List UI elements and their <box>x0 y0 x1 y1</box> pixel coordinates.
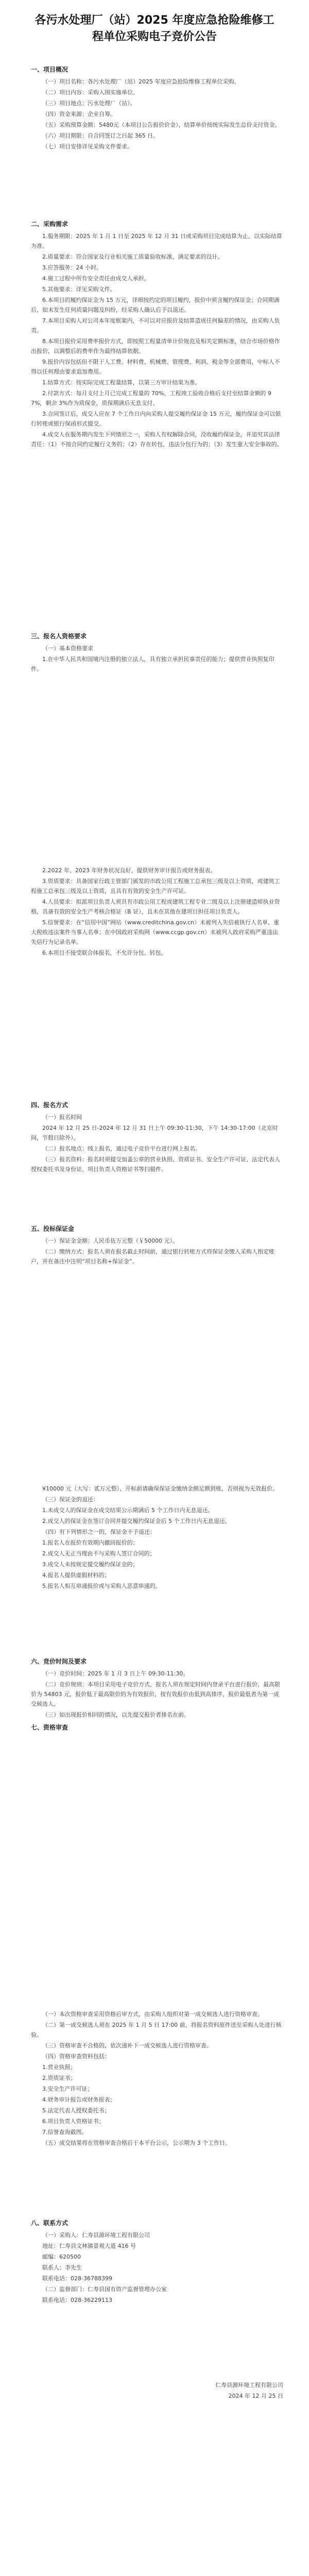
paragraph: 6.本项目不接受联合体报名，不允许分包、转包。 <box>42 950 167 956</box>
paragraph: （二）监督部门：仁寿县国有资产监督管理办公室 <box>42 2286 167 2293</box>
section-project-overview <box>31 62 283 152</box>
paragraph: 5.信誉要求：在“信用中国”网站（www.creditchina.gov.cn）未被列入失信被执行人名单、重大税收违法案件当事人名单；在中国政府采购网（www.ccgp.gov.cn）未被列入政府采购严重违法失信行为记录名单。 <box>31 919 279 945</box>
paragraph: （二）项目内容：采购入围实施单位。 <box>42 89 139 96</box>
paragraph: 7.本项目采购人对公司本年度框架内，不可以对应报价及结算造成任何偏差的情况，由采购人负责。 <box>31 317 280 334</box>
page-title: 各污水处理厂（站）2025 年度应急抢险维修工程单位采购电子竞价公告 <box>35 14 274 43</box>
paragraph: （二）第一成交候选人须在 2025 年 1 月 5 日 17:00 前，将报名资料原件送至采购人处进行核验。 <box>31 2022 282 2038</box>
paragraph: 1.未成交人的保证金在成交结果公示期满后 5 个工作日内无息退还。 <box>42 1507 214 1514</box>
paragraph: 邮编：620500 <box>42 2253 81 2260</box>
section-heading: 八、联系方式 <box>31 2219 68 2227</box>
paragraph: （三）保证金的退还： <box>42 1496 99 1503</box>
paragraph: （五）采购预算金额：5480元（本项目公告报价价金），结算单价按统实际发生总价支付资金。 <box>42 122 281 128</box>
paragraph: 6.项目负责人资格证书； <box>42 2118 105 2125</box>
paragraph: （一）本次资格审查采用资格后审方式，由采购人组织对第一成交候选人进行资格审查。 <box>42 2011 263 2018</box>
paragraph: 9.报价内容包括但不限于人工费、材料费、机械费、管理费、利润、税金等全部费用，中标人不得以任何理由要求追加费用。 <box>31 359 280 375</box>
paragraph: （一）保证金金额：人民币伍万元整（￥50000 元）。 <box>42 1238 178 1244</box>
paragraph: 2.资质证书； <box>42 2075 76 2081</box>
paragraph: （三）报名资料：报名时须提交加盖公章的营业执照、资质证书、安全生产许可证、法定代表人授权委托书及身份证、项目负责人资格证书等扫描件。 <box>31 1156 280 1173</box>
paragraph: 4.财务审计报告或财务报表； <box>42 2096 116 2103</box>
paragraph: 2.付款方式：每月支付上月已完成工程量的 70%，工程竣工验收合格后支付至结算金额的 97%，剩余 3%作为质保金，质保期满后无息支付。 <box>31 390 271 406</box>
paragraph: 5.报名人相互串通报价或与采购人恶意串通的。 <box>42 1583 161 1589</box>
paragraph: （五）成交结果将在资格审查合格后于本平台公示，公示期为 3 个工作日。 <box>42 2140 231 2146</box>
section-requirements <box>31 216 283 450</box>
paragraph: 联系电话：028-36788399 <box>42 2275 112 2282</box>
paragraph: 5.法定代表人授权委托书； <box>42 2107 110 2114</box>
section-heading: 七、资格审查 <box>31 1724 68 1731</box>
section-heading: 二、采购需求 <box>31 221 68 228</box>
paragraph: 4.成交人在服务期内发生下列情形之一，采购人有权解除合同，没收履约保证金，并追究其法律责任：（1）不按合同约定履行义务的；（2）存在转包、违法分包行为的；（3）发生重大安全事故的。 <box>31 431 283 448</box>
section-heading: 三、报名人资格要求 <box>31 633 87 640</box>
paragraph: （一）竞价时间：2025 年 1 月 3 日上午 09:30-11:30。 <box>42 1670 189 1677</box>
paragraph: 5.其他要求：详见采购文件。 <box>42 286 116 293</box>
paragraph: 3.资质要求：具备国家行政主管部门颁发的市政公用工程施工总承包三级及以上资质，或建筑工程施工总承包三级及以上资质，且具有有效的安全生产许可证。 <box>31 878 280 894</box>
paragraph: （二）报名地点：线上报名，通过电子竞价平台进行网上报名。 <box>42 1145 201 1152</box>
paragraph: （二）竞价规则：本项目采用电子竞价方式，报名人须在规定时间内登录平台进行报价，最高限价为 54803 元，报价低于最高限价的为有效报价，按有效报价由低到高排序，报价最低者为第一成交候选人。 <box>31 1681 280 1707</box>
paragraph: 2.2022 年、2023 年财务状况良好，提供财务审计报告或财务报表。 <box>42 867 216 874</box>
paragraph: 3.安全生产许可证； <box>42 2086 93 2092</box>
section-qualification <box>31 629 283 675</box>
paragraph: （一）采购人：仁寿县源环境工程有限公司 <box>42 2232 150 2239</box>
paragraph: ¥10000 元（大写：贰万元整），开标前请确保保证金缴纳金额足额到账，否则视为无效报价。 <box>42 1485 278 1492</box>
section-bid-deposit <box>31 1221 283 1267</box>
paragraph: 2.成交人的保证金在签订合同并提交履约保证金后 5 个工作日内无息退还。 <box>42 1518 231 1524</box>
section-heading: 六、竞价时间及要求 <box>31 1658 87 1665</box>
paragraph: 1.报名人在报价有效期内撤回报价的； <box>42 1539 139 1546</box>
paragraph: 2024 年 12 月 25 日-2024 年 12 月 31 日上午 09:30-11:30，下午 14:30-17:00（北京时间，节假日除外）。 <box>31 1125 278 1141</box>
paragraph: 地址：仁寿县文林镇景观大道 416 号 <box>42 2243 136 2249</box>
signature-block <box>31 2380 283 2402</box>
paragraph: 1.结算方式：按实际完成工程量结算，以第三方审计结果为准。 <box>42 379 201 386</box>
paragraph: 4.人员要求：拟派项目负责人须具有市政公用工程或建筑工程专业二级及以上注册建造师执业资格，具备有效的安全生产考核合格证（B 证），且未在其他在建项目担任项目负责人。 <box>31 899 280 915</box>
paragraph: （三）项目地点：污水处理厂（站）。 <box>42 100 136 107</box>
paragraph: （七）项目安排详见采购文件要求。 <box>42 143 133 150</box>
paragraph: 8.本项目报价采用费率报价方式，即按照工程量清单计价规范及相关定额标准，结合市场价格作出报价，以调整后的费率作为最终结算依据。 <box>31 338 280 354</box>
paragraph: 2.质量要求：符合国家及行业相关施工质量验收标准，满足要求的设计。 <box>42 253 224 260</box>
paragraph: 4.报名人提供虚假材料的； <box>42 1572 110 1579</box>
section-contact <box>31 2215 283 2306</box>
section-bid-deposit-cont <box>31 1484 283 1592</box>
paragraph: （六）项目期限：自合同签订之日起 365 日。 <box>42 132 159 139</box>
paragraph: 联系人：李先生 <box>42 2264 82 2271</box>
paragraph: 7.信誉查询截图。 <box>42 2129 88 2136</box>
issue-date: 2024 年 12 月 25 日 <box>228 2393 283 2399</box>
paragraph: 3.合同签订后，成交人应在 7 个工作日内向采购人提交履约保证金 15 万元，履约保证金可以银行转账或银行保函形式提交。 <box>31 411 281 427</box>
subheading: （一）基本资格要求 <box>42 645 93 652</box>
section-heading: 四、报名方式 <box>31 1101 68 1109</box>
paragraph: 3.应答服务：24 小时。 <box>42 264 102 271</box>
paragraph: （三）如出现报价相同的情况，以先提交报价者排名在前。 <box>42 1711 190 1718</box>
paragraph: （四）有下列情形之一的，保证金不予退还： <box>42 1529 156 1535</box>
paragraph: 2.成交人无正当理由不与采购人签订合同的； <box>42 1550 156 1557</box>
issuer-company: 仁寿县源环境工程有限公司 <box>215 2382 283 2388</box>
paragraph: （一）项目名称：各污水处理厂（站）2025 年度应急抢险维修工程单位采购。 <box>42 78 240 85</box>
paragraph: 3.成交人未按规定提交履约保证金的； <box>42 1561 139 1568</box>
paragraph: 4.施工过程中所有安全责任由成交人承担。 <box>42 275 150 282</box>
section-heading: 一、项目概况 <box>31 66 68 73</box>
paragraph: 1.营业执照； <box>42 2064 76 2071</box>
section-registration <box>31 1097 283 1175</box>
paragraph: （一）报名时间 <box>42 1114 82 1121</box>
paragraph: 6.本项目的履约保证金为 15 万元，详细按约定的项目履约，报价中须含履约保证金；合同期满后，如未发生任何质量问题及纠纷，经采购人确认后予以退还。 <box>31 297 280 313</box>
paragraph: （四）资金来源：企业自筹。 <box>42 111 116 117</box>
section-bidding-time <box>31 1654 283 1735</box>
paragraph: 1.在中华人民共和国境内注册的独立法人，具有独立承担民事责任的能力；提供营业执照复印件。 <box>31 656 274 672</box>
section-heading: 五、投标保证金 <box>31 1225 75 1232</box>
paragraph: （四）资格审查资料包括： <box>42 2053 110 2060</box>
paragraph: （二）缴纳方式：报名人须在报名截止时间前，通过银行转账方式将保证金缴入采购人指定账户，并在备注中注明“项目名称+保证金”。 <box>31 1248 274 1265</box>
paragraph: 1.服务期限：2025 年 1 月 1 日至 2025 年 12 月 31 日或采购项目完成结算为止，以实际结算为准。 <box>31 233 282 249</box>
section-qualification-cont <box>31 866 283 959</box>
paragraph: 联系电话：028-36229113 <box>42 2297 112 2303</box>
paragraph: （三）资格审查不合格的，依次递补下一成交候选人进行资格审查。 <box>42 2042 212 2049</box>
section-qualification-review <box>31 2009 283 2149</box>
